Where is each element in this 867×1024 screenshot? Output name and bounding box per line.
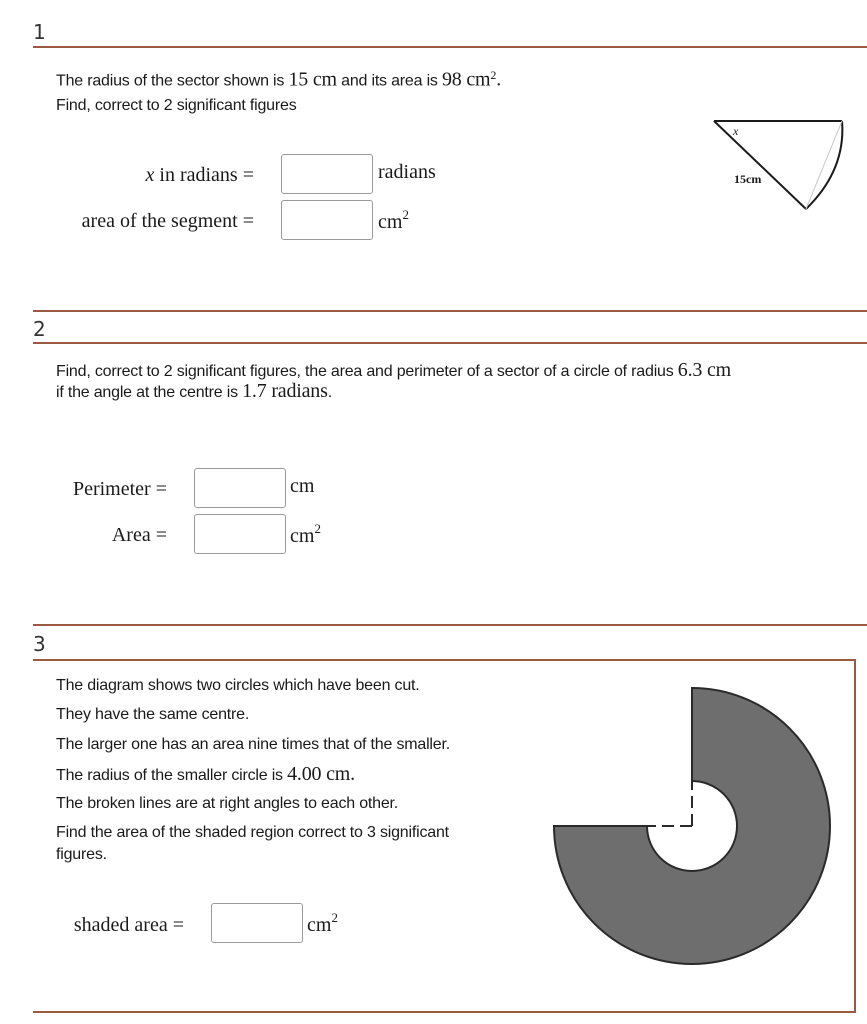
q3-line-6: Find the area of the shaded region correct to 3 significant [56, 824, 449, 841]
q3-line-3: The larger one has an area nine times that of the smaller. [56, 736, 450, 753]
shaded-area-input[interactable] [211, 903, 303, 943]
radius-value: 6.3 cm [677, 359, 732, 381]
statement-text: Find, correct to 2 significant figures, the area and perimeter of a sector of a circle of radius [56, 363, 678, 380]
q3-line-1: The diagram shows two circles which have been cut. [56, 677, 420, 694]
radius-value: 15 cm [288, 68, 337, 91]
x-radians-unit: radians [378, 161, 436, 183]
period: . [350, 763, 355, 785]
question-2-statement-line1 [56, 360, 731, 382]
sector-diagram [700, 110, 860, 220]
question-2-top-divider [33, 310, 867, 312]
question-1-instruction: Find, correct to 2 significant figures [56, 97, 297, 114]
radius-label: 15cm [734, 172, 762, 186]
question-number-3: 3 [33, 632, 46, 656]
question-2-divider [33, 342, 867, 344]
question-number-2: 2 [33, 317, 46, 341]
perimeter-unit: cm [290, 475, 315, 497]
exponent: 2 [490, 68, 497, 82]
segment-area-label: area of the segment = [81, 210, 254, 232]
q3-line-5: The broken lines are at right angles to each other. [56, 795, 399, 812]
statement-text: if the angle at the centre is [56, 384, 243, 401]
label-text: in radians = [154, 164, 254, 186]
perimeter-label: Perimeter = [72, 478, 167, 500]
shaded-area-unit [307, 910, 338, 937]
question-1-statement [56, 65, 501, 91]
area-input[interactable] [194, 514, 286, 554]
question-1-divider [33, 46, 867, 48]
unit-text: cm [378, 211, 403, 233]
small-radius-value: 4.00 cm [287, 763, 351, 785]
area-label: Area = [111, 524, 167, 546]
exponent: 2 [314, 521, 321, 536]
angle-label: x [733, 124, 739, 138]
x-radians-input[interactable] [281, 154, 373, 194]
q3-line-7: figures. [56, 846, 107, 863]
segment-area-unit [378, 207, 409, 234]
unit-text: cm [307, 914, 332, 936]
statement-text: and its area is [336, 72, 442, 90]
period: . [496, 68, 502, 91]
annulus-diagram [540, 680, 840, 980]
segment-area-input[interactable] [281, 200, 373, 240]
exponent: 2 [331, 910, 338, 925]
x-radians-label [146, 164, 254, 187]
statement-text: The radius of the smaller circle is [56, 767, 288, 784]
variable-x: x [145, 164, 155, 186]
unit-text: cm [290, 525, 315, 547]
shaded-area-label: shaded area = [73, 914, 184, 936]
q3-line-4 [56, 764, 355, 786]
angle-value: 1.7 radians [242, 380, 328, 402]
area-value: 98 cm [441, 68, 491, 91]
question-number-1: 1 [33, 20, 46, 44]
perimeter-input[interactable] [194, 468, 286, 508]
exponent: 2 [402, 207, 409, 222]
question-2-statement-line2 [56, 381, 332, 403]
question-3-top-divider [33, 624, 867, 626]
q3-line-2: They have the same centre. [56, 706, 250, 723]
statement-text: The radius of the sector shown is [56, 72, 289, 90]
period: . [327, 384, 332, 401]
area-unit [290, 521, 321, 548]
